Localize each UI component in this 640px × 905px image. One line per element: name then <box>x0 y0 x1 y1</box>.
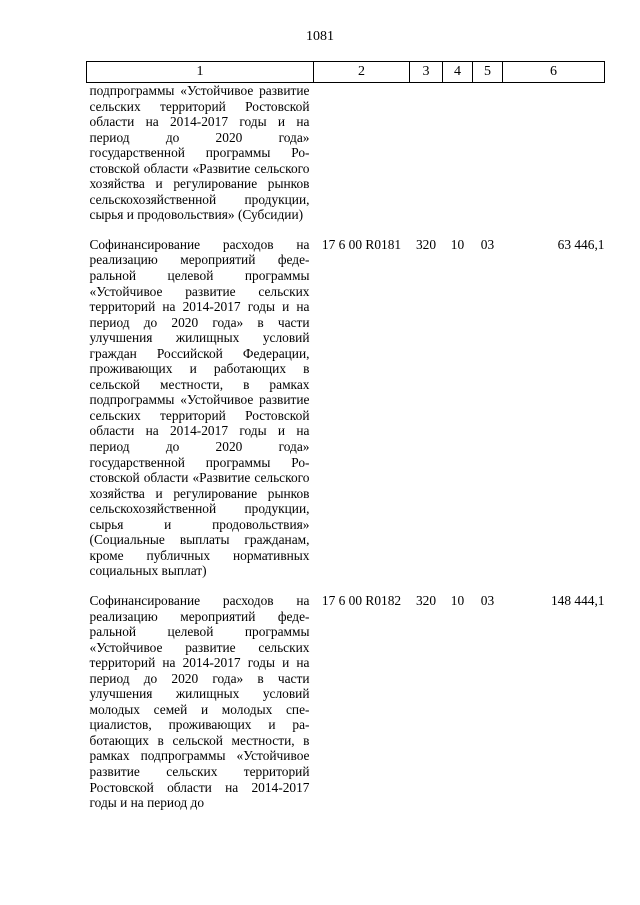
row-amount: 148 444,1 <box>550 592 605 608</box>
table-row <box>87 593 605 811</box>
row-description: Софинансирование расходов на реализацию мероприятий федеральной целевой программы «Устойчивое развитие сельских территорий на 2014-2017 годы и на период до 2020 года» в части улучшения жилищных условий граждан Российской Федерации, проживающих и работающих в сельской местности, в рамках подпрограммы «Устойчивое развитие сельских территорий Ростовской области на 2014-2017 годы и на период до 2020 года» государственной программы Ростовской области «Развитие сельского хозяйства и регулирование рынков сельскохозяйственной продукции, сырья и продовольствия» (Социальные выплаты гражданам, кроме публичных нормативных социальных выплат) <box>89 236 310 579</box>
row-amount: 63 446,1 <box>557 236 605 252</box>
row-code: 17 6 00 R0181 <box>321 236 402 252</box>
page-number: 1081 <box>306 29 334 44</box>
column-header-4: 4 <box>443 62 473 83</box>
row-code: 17 6 00 R0182 <box>321 592 402 608</box>
column-header-5: 5 <box>473 62 503 83</box>
column-header-3: 3 <box>410 62 443 83</box>
row-amount <box>503 83 605 237</box>
table-row <box>87 83 605 237</box>
row-col4: 10 <box>450 236 465 252</box>
row-col4 <box>443 83 473 237</box>
table-row <box>87 237 605 593</box>
row-description: Софинансирование расходов на реализацию мероприятий федеральной целевой программы «Устойчивое развитие сельских территорий на 2014-2017 годы и на период до 2020 года» в части улучшения жилищных условий молодых семей и молодых специалистов, проживающих и работающих в сельской местности, в рамках подпрограммы «Устойчивое развитие сельских территорий Ростовской области на 2014-2017 годы и на период до <box>89 592 310 811</box>
column-header-1: 1 <box>87 62 314 83</box>
row-col5: 03 <box>480 592 495 608</box>
column-header-6: 6 <box>503 62 605 83</box>
row-description: подпрограммы «Устойчивое развитие сельских территорий Ростовской области на 2014-2017 годы и на период до 2020 года» государственной программы Ростовской области «Развитие сельского хозяйства и регулирование рынков сельскохозяйственной продукции, сырья и продовольствия» (Субсидии) <box>89 83 310 223</box>
row-col4: 10 <box>450 592 465 608</box>
table-header-row <box>87 62 605 83</box>
row-col5: 03 <box>480 236 495 252</box>
row-col5 <box>473 83 503 237</box>
row-col3: 320 <box>415 592 437 608</box>
budget-table <box>86 61 605 811</box>
row-code <box>314 83 410 237</box>
row-col3: 320 <box>415 236 437 252</box>
column-header-2: 2 <box>314 62 410 83</box>
row-col3 <box>410 83 443 237</box>
